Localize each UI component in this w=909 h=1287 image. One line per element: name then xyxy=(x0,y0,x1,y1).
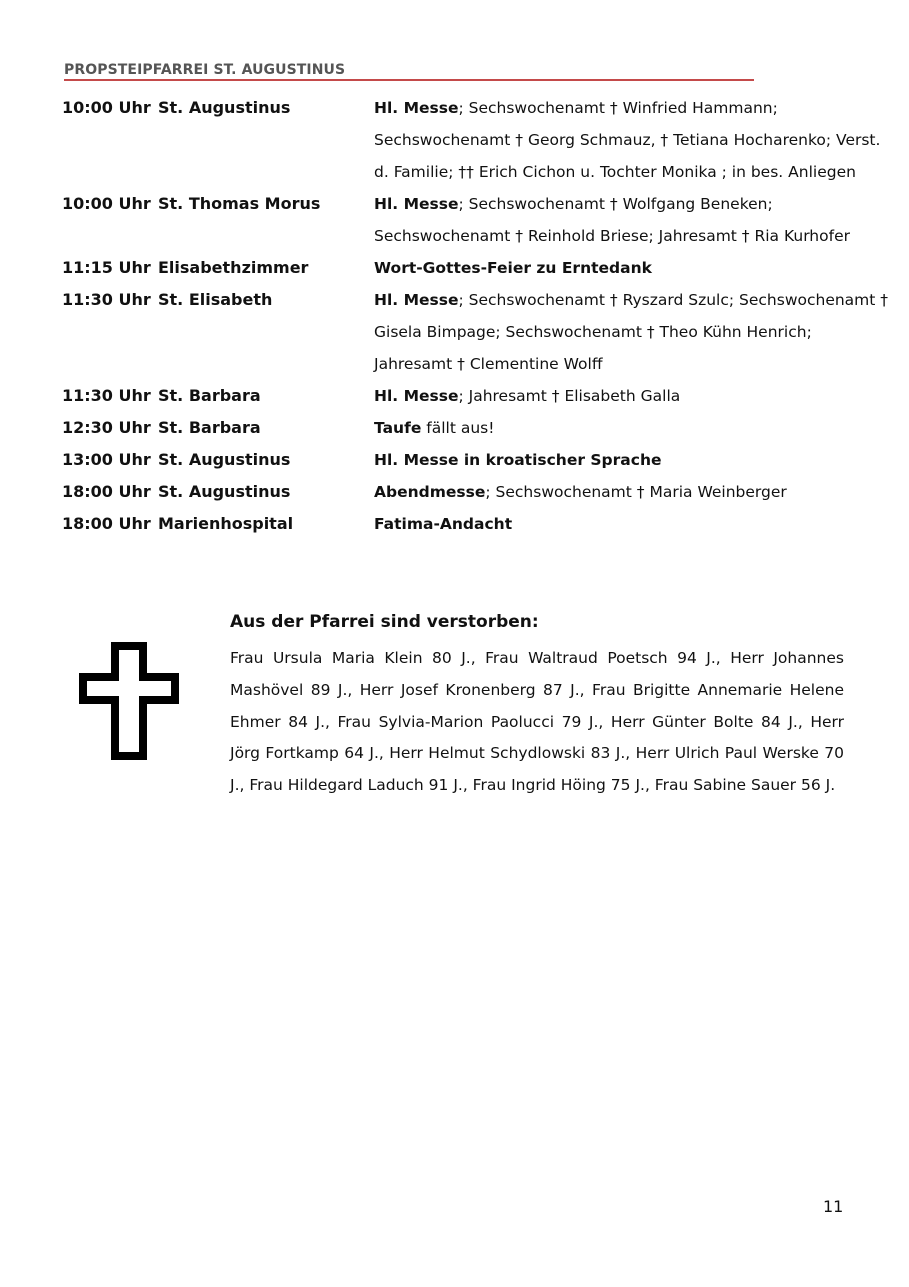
schedule-place: St. Augustinus xyxy=(158,482,291,501)
schedule-row xyxy=(62,444,892,476)
schedule-time: 11:30 Uhr xyxy=(62,386,151,405)
schedule-place: St. Augustinus xyxy=(158,450,291,469)
service-type: Hl. Messe in kroatischer Sprache xyxy=(374,451,662,469)
schedule-row xyxy=(62,252,892,284)
schedule-time: 10:00 Uhr xyxy=(62,194,151,213)
cross-icon xyxy=(79,642,179,760)
schedule-time: 12:30 Uhr xyxy=(62,418,151,437)
service-type: Hl. Messe xyxy=(374,99,459,117)
schedule-description xyxy=(374,380,892,412)
service-intentions: ; Sechswochenamt † Winfried Hammann; Sechswochenamt † Georg Schmauz, † Tetiana Hocharenko; Verst. d. Familie; †† Erich Cichon u. Tochter Monika ; in bes. Anliegen xyxy=(374,99,881,181)
schedule-description xyxy=(374,444,892,476)
service-type: Abendmesse xyxy=(374,483,486,501)
header-title: PROPSTEIPFARREI ST. AUGUSTINUS xyxy=(64,62,346,78)
service-intentions: fällt aus! xyxy=(421,419,495,437)
deceased-list: Frau Ursula Maria Klein 80 J., Frau Waltraud Poetsch 94 J., Herr Johannes Mashövel 89 J., Herr Josef Kronenberg 87 J., Frau Brigitte Annemarie Helene Ehmer 84 J., Frau Sylvia-Marion Paolucci 79 J., Herr Günter Bolte 84 J., Herr Jörg Fortkamp 64 J., Herr Helmut Schydlowski 83 J., Herr Ulrich Paul Werske 70 J., Frau Hildegard Laduch 91 J., Frau Ingrid Höing 75 J., Frau Sabine Sauer 56 J. xyxy=(230,649,844,795)
service-intentions: ; Sechswochenamt † Maria Weinberger xyxy=(485,483,787,501)
schedule-place: St. Barbara xyxy=(158,418,261,437)
schedule-row xyxy=(62,412,892,444)
schedule-place: Elisabethzimmer xyxy=(158,258,309,277)
schedule-place: Marienhospital xyxy=(158,514,294,533)
schedule-description xyxy=(374,92,892,188)
mass-schedule xyxy=(62,92,892,540)
schedule-time: 10:00 Uhr xyxy=(62,98,151,117)
schedule-row xyxy=(62,284,892,380)
service-type: Hl. Messe xyxy=(374,291,459,309)
service-type: Fatima-Andacht xyxy=(374,515,513,533)
service-intentions: ; Jahresamt † Elisabeth Galla xyxy=(458,387,681,405)
schedule-time: 13:00 Uhr xyxy=(62,450,151,469)
header-divider xyxy=(64,79,754,81)
service-intentions: ; Sechswochenamt † Ryszard Szulc; Sechswochenamt † Gisela Bimpage; Sechswochenamt † Theo Kühn Henrich; Jahresamt † Clementine Wolff xyxy=(374,291,889,373)
schedule-row xyxy=(62,380,892,412)
schedule-description xyxy=(374,252,892,284)
schedule-description xyxy=(374,412,892,444)
page-number: 11 xyxy=(823,1197,844,1216)
schedule-time: 18:00 Uhr xyxy=(62,482,151,501)
schedule-description xyxy=(374,508,892,540)
schedule-place: St. Augustinus xyxy=(158,98,291,117)
schedule-row xyxy=(62,92,892,188)
service-type: Hl. Messe xyxy=(374,387,459,405)
schedule-time: 18:00 Uhr xyxy=(62,514,151,533)
schedule-place: St. Thomas Morus xyxy=(158,194,321,213)
schedule-time: 11:15 Uhr xyxy=(62,258,151,277)
deceased-heading: Aus der Pfarrei sind verstorben: xyxy=(230,612,539,632)
schedule-row xyxy=(62,508,892,540)
schedule-description xyxy=(374,284,892,380)
schedule-time: 11:30 Uhr xyxy=(62,290,151,309)
schedule-description xyxy=(374,476,892,508)
schedule-row xyxy=(62,188,892,252)
service-type: Wort-Gottes-Feier zu Erntedank xyxy=(374,259,652,277)
schedule-place: St. Elisabeth xyxy=(158,290,273,309)
schedule-place: St. Barbara xyxy=(158,386,261,405)
schedule-description xyxy=(374,188,892,252)
service-type: Hl. Messe xyxy=(374,195,459,213)
service-type: Taufe xyxy=(374,419,422,437)
service-intentions: ; Sechswochenamt † Wolfgang Beneken; Sechswochenamt † Reinhold Briese; Jahresamt † Ria Kurhofer xyxy=(374,195,850,245)
schedule-row xyxy=(62,476,892,508)
